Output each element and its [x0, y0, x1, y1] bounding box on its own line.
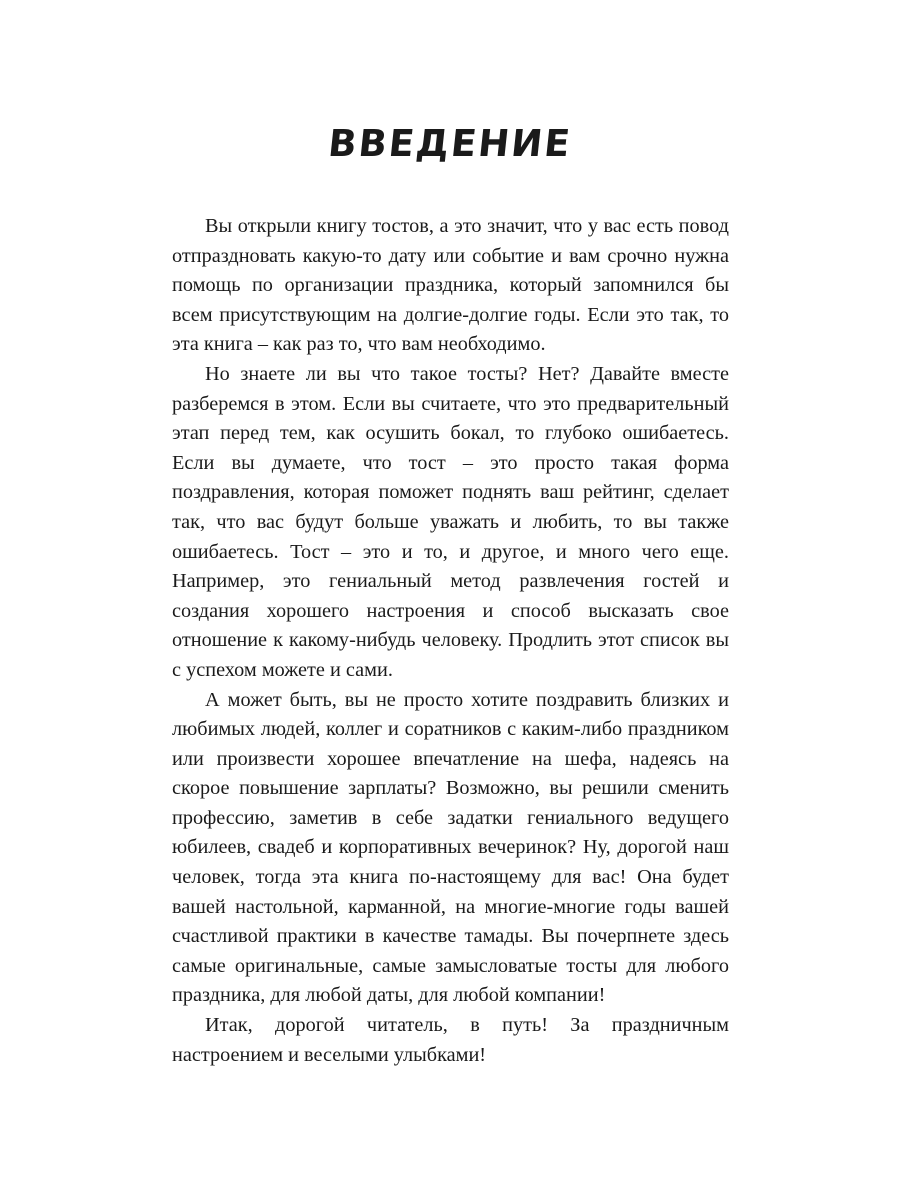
paragraph: Вы открыли книгу тостов, а это значит, что у вас есть повод отпраздновать какую-то дату или событие и вам срочно нужна помощь по организации праздника, который запомнился бы всем присутствующим на долгие-долгие годы. Если это так, то эта книга – как раз то, что вам необходимо. — [172, 215, 729, 356]
chapter-title: ВВЕДЕНИЕ — [326, 122, 574, 165]
paragraph: А может быть, вы не просто хотите поздравить близких и любимых людей, коллег и соратников с каким-либо праздником или произвести хорошее впечатление на шефа, надеясь на скорое повышение зарплаты? Возможно, вы решили сменить профессию, заметив в себе задатки гениального ведущего юбилеев, свадеб и корпоративных вечеринок? Ну, дорогой наш человек, тогда эта книга по-настоящему для вас! Она будет вашей настольной, карманной, на многие-многие годы вашей счастливой практики в качестве тамады. Вы почерпнете здесь самые оригинальные, самые замысловатые тосты для любого праздника, для любой даты, для любой компании! — [172, 688, 729, 1007]
chapter-body — [172, 212, 729, 1070]
paragraph: Итак, дорогой читатель, в путь! За праздничным настроением и веселыми улыбками! — [172, 1014, 729, 1066]
paragraph: Но знаете ли вы что такое тосты? Нет? Давайте вместе разберемся в этом. Если вы считаете, что это предварительный этап перед тем, как осушить бокал, то глубоко ошибаетесь. Если вы думаете, что тост – это просто такая форма поздравления, которая поможет поднять ваш рейтинг, сделает так, что вас будут больше уважать и любить, то вы также ошибаетесь. Тост – это и то, и другое, и много чего еще. Например, это гениальный метод развлечения гостей и создания хорошего настроения и способ высказать свое отношение к какому-нибудь человеку. Продлить этот список вы с успехом можете и сами. — [172, 362, 729, 681]
